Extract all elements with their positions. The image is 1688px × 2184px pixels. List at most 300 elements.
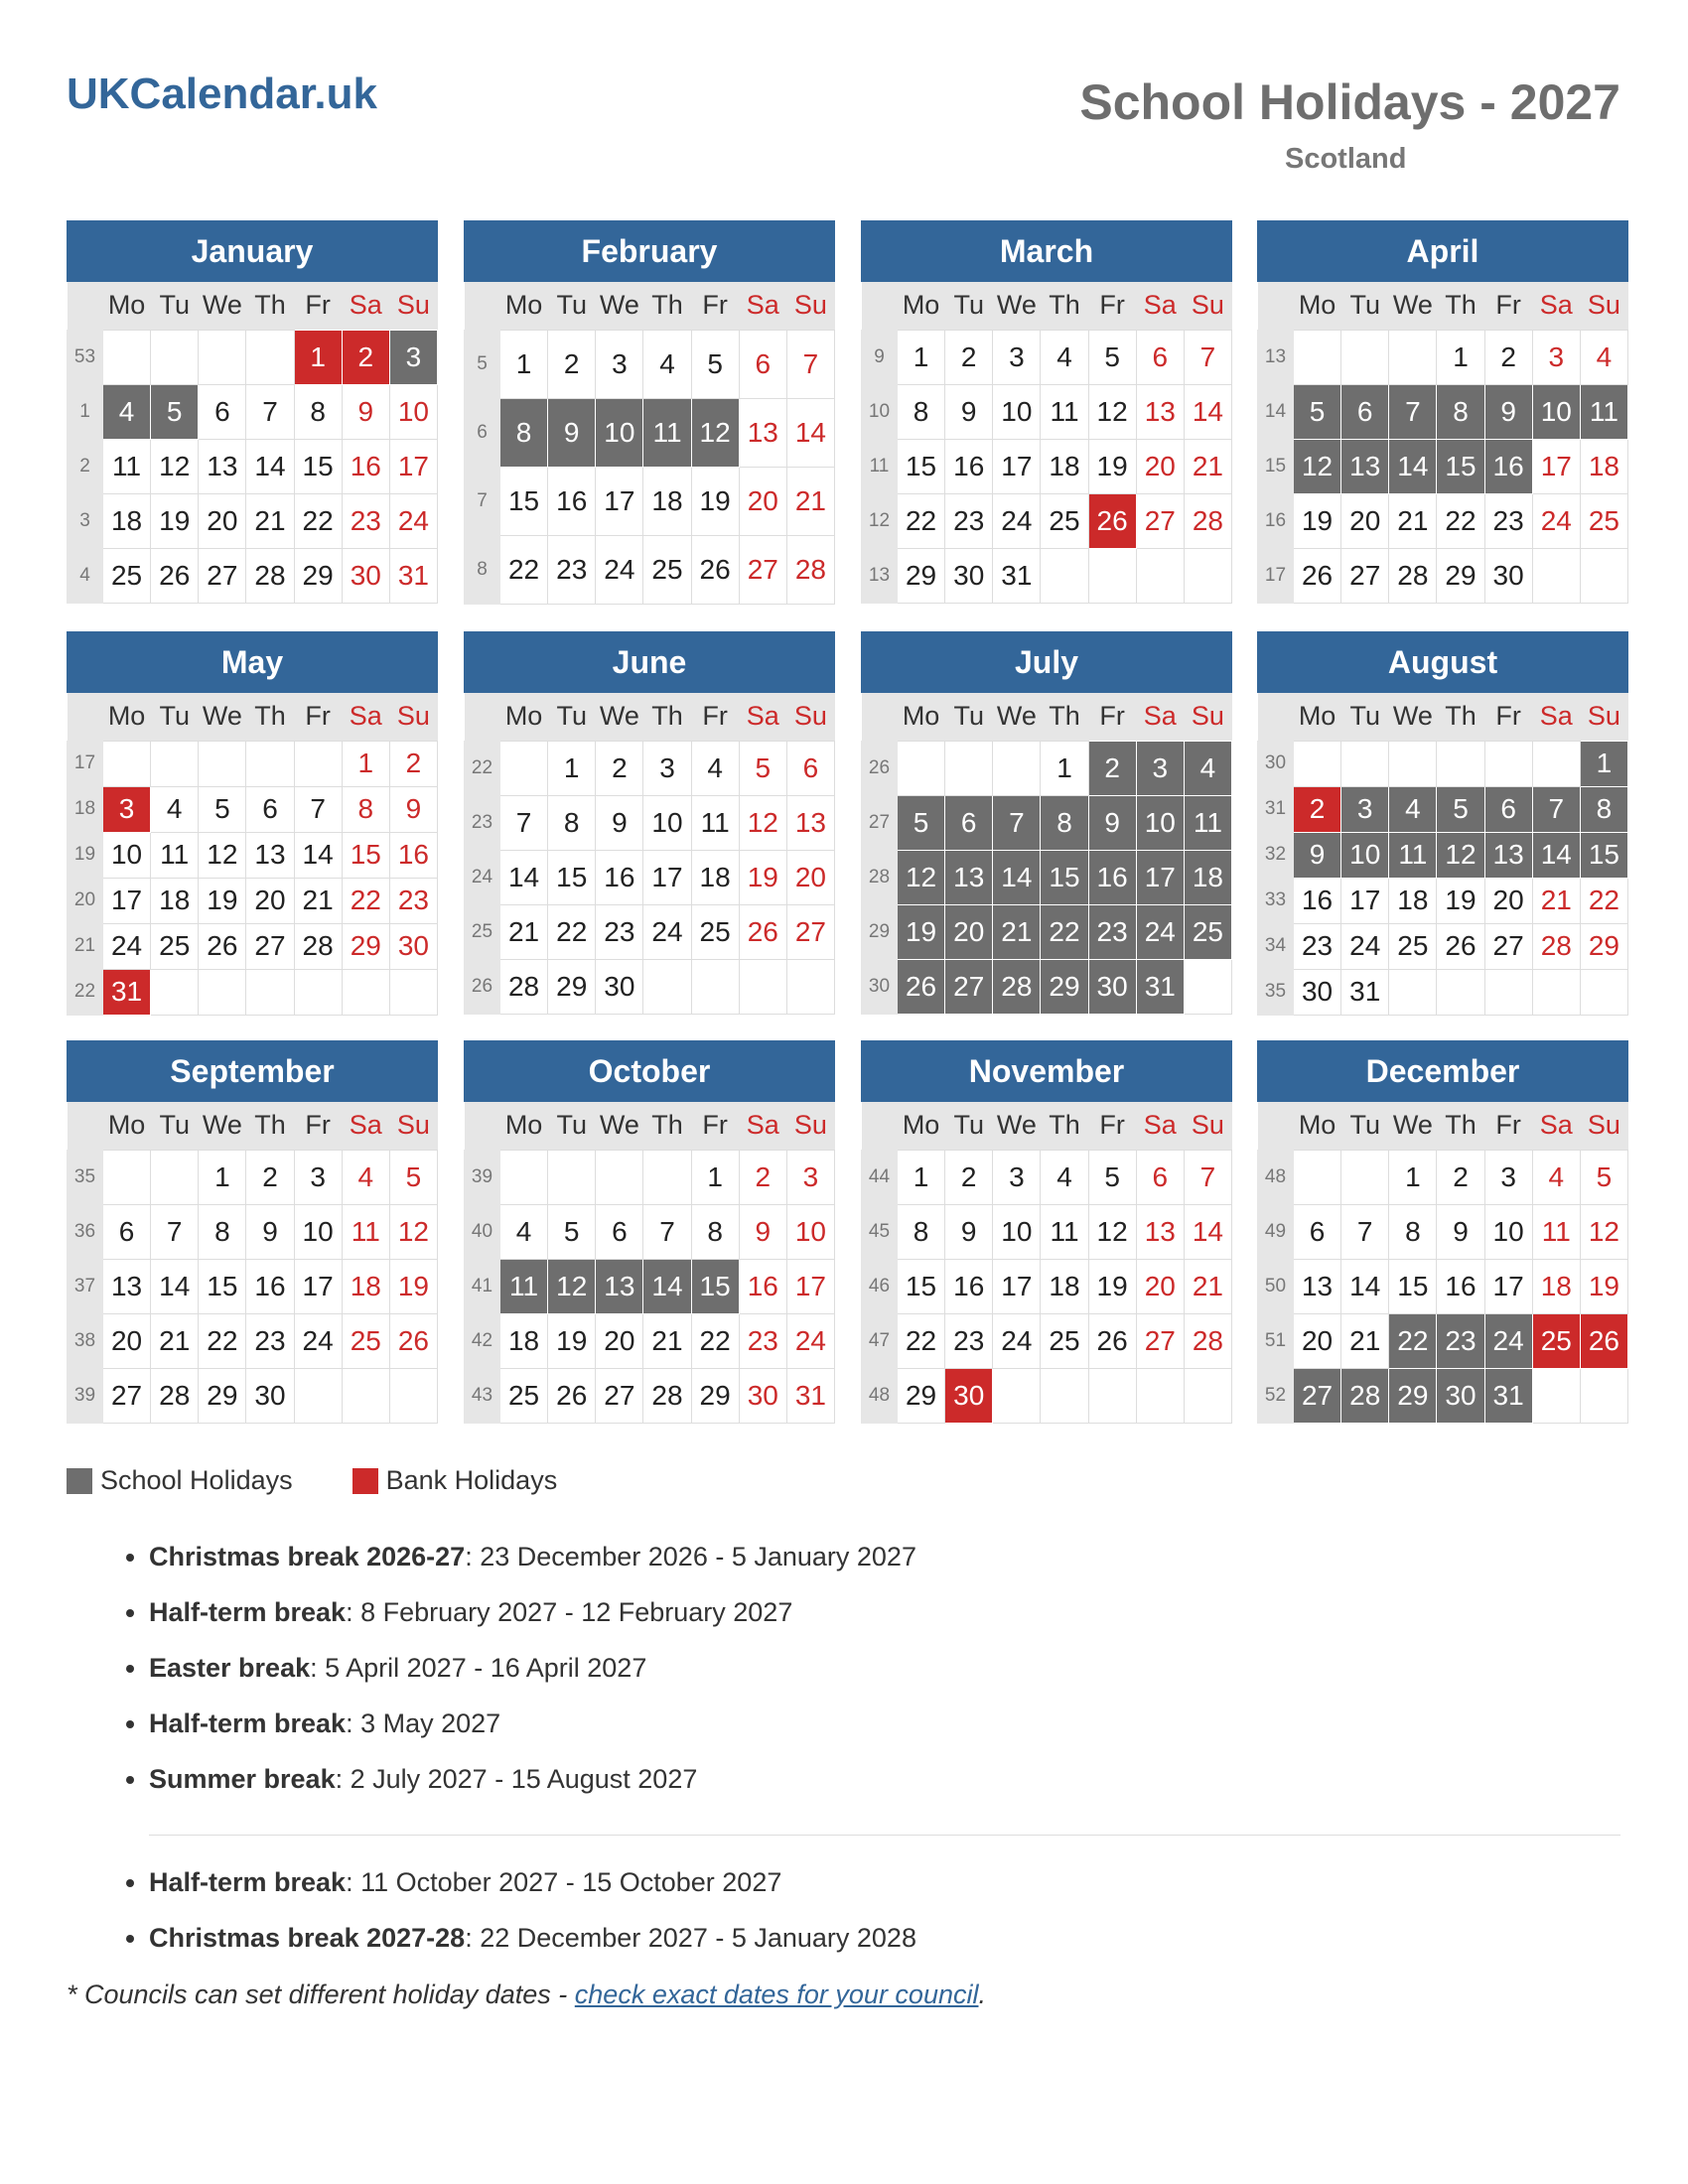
day-cell: 3 xyxy=(294,1150,342,1204)
day-cell: 15 xyxy=(342,832,389,878)
weekday-header: Tu xyxy=(151,1102,199,1150)
weekday-header: Fr xyxy=(691,282,739,330)
page-subtitle: Scotland xyxy=(1285,143,1407,175)
empty-day-cell xyxy=(786,959,834,1014)
day-cell: 21 xyxy=(993,904,1041,959)
day-cell: 2 xyxy=(739,1150,786,1204)
weekday-header: Th xyxy=(643,282,691,330)
weekday-header: We xyxy=(1389,693,1437,741)
day-cell: 1 xyxy=(1041,741,1088,795)
day-cell: 8 xyxy=(1437,384,1484,439)
month-august xyxy=(1257,631,1628,1016)
week-number: 30 xyxy=(862,959,898,1014)
day-cell: 1 xyxy=(1580,741,1627,786)
day-cell: 16 xyxy=(246,1259,294,1313)
day-cell: 11 xyxy=(500,1259,548,1313)
weekday-header: Fr xyxy=(1484,1102,1532,1150)
break-name: Easter break xyxy=(149,1653,311,1683)
day-cell: 2 xyxy=(596,741,643,795)
empty-day-cell xyxy=(294,1368,342,1423)
day-cell: 12 xyxy=(389,1204,437,1259)
day-cell: 15 xyxy=(1041,850,1088,904)
day-cell: 4 xyxy=(151,786,199,832)
day-cell: 10 xyxy=(993,384,1041,439)
empty-day-cell xyxy=(1484,741,1532,786)
day-cell: 26 xyxy=(1437,923,1484,969)
day-cell: 4 xyxy=(1041,330,1088,384)
day-cell: 8 xyxy=(199,1204,246,1259)
school-holiday-swatch xyxy=(67,1468,92,1494)
weekday-header: Tu xyxy=(548,693,596,741)
break-dates: : 11 October 2027 - 15 October 2027 xyxy=(346,1867,782,1897)
week-row xyxy=(1258,548,1628,603)
day-cell: 19 xyxy=(1088,439,1136,493)
day-cell: 10 xyxy=(786,1204,834,1259)
empty-day-cell xyxy=(500,1150,548,1204)
week-row xyxy=(68,439,438,493)
week-number: 9 xyxy=(862,330,898,384)
week-number-header xyxy=(1258,282,1294,330)
day-cell: 28 xyxy=(151,1368,199,1423)
day-cell: 11 xyxy=(1580,384,1627,439)
day-cell: 19 xyxy=(691,467,739,535)
empty-day-cell xyxy=(993,1368,1041,1423)
day-cell: 20 xyxy=(945,904,993,959)
month-grid xyxy=(464,1102,835,1424)
weekday-header: Mo xyxy=(103,1102,151,1150)
weekday-header: Mo xyxy=(1294,693,1341,741)
week-row xyxy=(1258,786,1628,832)
weekday-header: Su xyxy=(1580,693,1627,741)
day-cell: 7 xyxy=(1532,786,1580,832)
day-cell: 18 xyxy=(1041,439,1088,493)
day-cell: 20 xyxy=(1136,439,1184,493)
empty-day-cell xyxy=(1341,330,1389,384)
week-number: 49 xyxy=(1258,1204,1294,1259)
day-cell: 6 xyxy=(1294,1204,1341,1259)
day-cell: 13 xyxy=(596,1259,643,1313)
month-title: July xyxy=(861,631,1232,693)
day-cell: 27 xyxy=(246,923,294,969)
day-cell: 3 xyxy=(389,330,437,384)
day-cell: 6 xyxy=(739,330,786,398)
day-cell: 9 xyxy=(739,1204,786,1259)
week-row xyxy=(862,1259,1232,1313)
week-row xyxy=(1258,878,1628,923)
day-cell: 3 xyxy=(643,741,691,795)
week-number: 4 xyxy=(68,548,103,603)
weekday-header: Mo xyxy=(103,282,151,330)
day-cell: 27 xyxy=(1136,1313,1184,1368)
week-row xyxy=(68,548,438,603)
day-cell: 15 xyxy=(294,439,342,493)
day-cell: 5 xyxy=(1294,384,1341,439)
day-cell: 25 xyxy=(1184,904,1231,959)
week-number: 48 xyxy=(862,1368,898,1423)
day-cell: 6 xyxy=(1484,786,1532,832)
day-cell: 20 xyxy=(786,850,834,904)
week-row xyxy=(465,959,835,1014)
break-item xyxy=(149,1696,916,1751)
day-cell: 25 xyxy=(151,923,199,969)
week-number: 17 xyxy=(68,741,103,786)
day-cell: 13 xyxy=(1341,439,1389,493)
day-cell: 4 xyxy=(342,1150,389,1204)
day-cell: 4 xyxy=(1580,330,1627,384)
day-cell: 18 xyxy=(151,878,199,923)
day-cell: 22 xyxy=(898,1313,945,1368)
day-cell: 11 xyxy=(151,832,199,878)
week-number: 6 xyxy=(465,398,500,467)
empty-day-cell xyxy=(945,741,993,795)
empty-day-cell xyxy=(199,969,246,1015)
day-cell: 26 xyxy=(151,548,199,603)
legend xyxy=(67,1465,617,1496)
day-cell: 11 xyxy=(1389,832,1437,878)
week-number: 25 xyxy=(465,904,500,959)
day-cell: 22 xyxy=(1389,1313,1437,1368)
weekday-header: We xyxy=(199,282,246,330)
week-number: 30 xyxy=(1258,741,1294,786)
day-cell: 20 xyxy=(1136,1259,1184,1313)
day-cell: 18 xyxy=(1580,439,1627,493)
weekday-header: Fr xyxy=(1484,693,1532,741)
day-cell: 10 xyxy=(1484,1204,1532,1259)
week-row xyxy=(68,493,438,548)
day-cell: 2 xyxy=(1088,741,1136,795)
day-cell: 19 xyxy=(739,850,786,904)
empty-day-cell xyxy=(739,959,786,1014)
day-cell: 6 xyxy=(945,795,993,850)
empty-day-cell xyxy=(1532,741,1580,786)
day-cell: 16 xyxy=(389,832,437,878)
day-cell: 9 xyxy=(1484,384,1532,439)
day-cell: 8 xyxy=(898,1204,945,1259)
week-row xyxy=(1258,832,1628,878)
day-cell: 11 xyxy=(643,398,691,467)
day-cell: 8 xyxy=(294,384,342,439)
day-cell: 1 xyxy=(342,741,389,786)
day-cell: 27 xyxy=(945,959,993,1014)
day-cell: 7 xyxy=(151,1204,199,1259)
month-title: January xyxy=(67,220,438,282)
week-number: 2 xyxy=(68,439,103,493)
day-cell: 21 xyxy=(500,904,548,959)
weekday-header: Fr xyxy=(1088,282,1136,330)
day-cell: 26 xyxy=(199,923,246,969)
week-number: 20 xyxy=(68,878,103,923)
empty-day-cell xyxy=(199,330,246,384)
day-cell: 1 xyxy=(1437,330,1484,384)
site-logo[interactable]: UKCalendar.uk xyxy=(67,69,377,118)
day-cell: 1 xyxy=(898,330,945,384)
day-cell: 29 xyxy=(898,1368,945,1423)
empty-day-cell xyxy=(1437,741,1484,786)
week-row xyxy=(862,850,1232,904)
day-cell: 27 xyxy=(1136,493,1184,548)
day-cell: 25 xyxy=(691,904,739,959)
day-cell: 24 xyxy=(643,904,691,959)
month-grid xyxy=(861,693,1232,1015)
weekday-header: Tu xyxy=(548,282,596,330)
break-name: Half-term break xyxy=(149,1597,347,1627)
week-row xyxy=(1258,1150,1628,1204)
weekday-header: We xyxy=(1389,282,1437,330)
day-cell: 5 xyxy=(389,1150,437,1204)
day-cell: 5 xyxy=(1580,1150,1627,1204)
week-row xyxy=(862,1313,1232,1368)
empty-day-cell xyxy=(1484,969,1532,1015)
day-cell: 14 xyxy=(1532,832,1580,878)
empty-day-cell xyxy=(246,969,294,1015)
week-number: 7 xyxy=(465,467,500,535)
week-number: 3 xyxy=(68,493,103,548)
day-cell: 7 xyxy=(1184,1150,1231,1204)
week-number-header xyxy=(1258,693,1294,741)
day-cell: 8 xyxy=(1389,1204,1437,1259)
week-number: 36 xyxy=(68,1204,103,1259)
day-cell: 29 xyxy=(548,959,596,1014)
weekday-header: Mo xyxy=(500,693,548,741)
weekday-header: Su xyxy=(786,693,834,741)
day-cell: 16 xyxy=(596,850,643,904)
day-cell: 14 xyxy=(151,1259,199,1313)
empty-day-cell xyxy=(643,1150,691,1204)
week-number: 39 xyxy=(68,1368,103,1423)
empty-day-cell xyxy=(500,741,548,795)
day-cell: 8 xyxy=(898,384,945,439)
weekday-header: Th xyxy=(246,693,294,741)
empty-day-cell xyxy=(1294,330,1341,384)
week-number: 23 xyxy=(465,795,500,850)
day-cell: 21 xyxy=(1389,493,1437,548)
council-dates-link[interactable]: check exact dates for your council xyxy=(574,1979,979,2009)
day-cell: 23 xyxy=(945,1313,993,1368)
day-cell: 19 xyxy=(389,1259,437,1313)
day-cell: 1 xyxy=(1389,1150,1437,1204)
empty-day-cell xyxy=(1580,1368,1627,1423)
weekday-header: Tu xyxy=(945,282,993,330)
day-cell: 24 xyxy=(596,535,643,604)
day-cell: 31 xyxy=(389,548,437,603)
day-cell: 30 xyxy=(342,548,389,603)
week-row xyxy=(862,1368,1232,1423)
day-cell: 6 xyxy=(596,1204,643,1259)
day-cell: 23 xyxy=(739,1313,786,1368)
day-cell: 24 xyxy=(1341,923,1389,969)
week-row xyxy=(1258,493,1628,548)
empty-day-cell xyxy=(1294,1150,1341,1204)
week-row xyxy=(1258,1368,1628,1423)
break-item xyxy=(149,1751,916,1807)
day-cell: 3 xyxy=(993,330,1041,384)
week-number: 31 xyxy=(1258,786,1294,832)
week-number-header xyxy=(68,282,103,330)
day-cell: 27 xyxy=(1294,1368,1341,1423)
week-row xyxy=(1258,330,1628,384)
note-prefix: * Councils can set different holiday dates - xyxy=(67,1979,575,2009)
weekday-header: Sa xyxy=(342,282,389,330)
day-cell: 24 xyxy=(1532,493,1580,548)
day-cell: 19 xyxy=(1294,493,1341,548)
day-cell: 5 xyxy=(1088,330,1136,384)
day-cell: 21 xyxy=(151,1313,199,1368)
week-row xyxy=(862,1204,1232,1259)
day-cell: 1 xyxy=(898,1150,945,1204)
week-number: 28 xyxy=(862,850,898,904)
week-number: 38 xyxy=(68,1313,103,1368)
weekday-header: Tu xyxy=(151,282,199,330)
day-cell: 28 xyxy=(993,959,1041,1014)
day-cell: 28 xyxy=(786,535,834,604)
legend-bank-label: Bank Holidays xyxy=(385,1465,558,1495)
month-may xyxy=(67,631,438,1016)
week-row xyxy=(68,923,438,969)
day-cell: 25 xyxy=(643,535,691,604)
week-row xyxy=(1258,969,1628,1015)
week-number-header xyxy=(862,693,898,741)
day-cell: 29 xyxy=(1437,548,1484,603)
week-row xyxy=(68,1259,438,1313)
empty-day-cell xyxy=(1136,548,1184,603)
week-number: 44 xyxy=(862,1150,898,1204)
week-row xyxy=(465,1150,835,1204)
day-cell: 6 xyxy=(1136,330,1184,384)
day-cell: 30 xyxy=(945,1368,993,1423)
week-row xyxy=(1258,1204,1628,1259)
month-grid xyxy=(67,1102,438,1424)
day-cell: 16 xyxy=(1484,439,1532,493)
day-cell: 20 xyxy=(1484,878,1532,923)
week-number: 11 xyxy=(862,439,898,493)
day-cell: 12 xyxy=(691,398,739,467)
day-cell: 10 xyxy=(993,1204,1041,1259)
day-cell: 17 xyxy=(1136,850,1184,904)
week-number: 35 xyxy=(68,1150,103,1204)
day-cell: 17 xyxy=(993,1259,1041,1313)
day-cell: 12 xyxy=(1437,832,1484,878)
day-cell: 17 xyxy=(786,1259,834,1313)
weekday-header: We xyxy=(993,1102,1041,1150)
weekday-header: Tu xyxy=(548,1102,596,1150)
empty-day-cell xyxy=(342,969,389,1015)
day-cell: 31 xyxy=(103,969,151,1015)
day-cell: 29 xyxy=(342,923,389,969)
day-cell: 13 xyxy=(199,439,246,493)
week-number: 26 xyxy=(465,959,500,1014)
weekday-header: Fr xyxy=(294,1102,342,1150)
day-cell: 5 xyxy=(151,384,199,439)
day-cell: 7 xyxy=(1341,1204,1389,1259)
day-cell: 2 xyxy=(1294,786,1341,832)
day-cell: 30 xyxy=(1484,548,1532,603)
weekday-header: Sa xyxy=(739,693,786,741)
day-cell: 2 xyxy=(246,1150,294,1204)
day-cell: 28 xyxy=(294,923,342,969)
day-cell: 29 xyxy=(199,1368,246,1423)
day-cell: 23 xyxy=(945,493,993,548)
day-cell: 9 xyxy=(596,795,643,850)
day-cell: 4 xyxy=(1041,1150,1088,1204)
empty-day-cell xyxy=(1294,741,1341,786)
day-cell: 21 xyxy=(246,493,294,548)
day-cell: 4 xyxy=(1389,786,1437,832)
month-grid xyxy=(861,282,1232,604)
day-cell: 5 xyxy=(1437,786,1484,832)
day-cell: 19 xyxy=(151,493,199,548)
day-cell: 20 xyxy=(199,493,246,548)
empty-day-cell xyxy=(1184,959,1231,1014)
day-cell: 9 xyxy=(389,786,437,832)
day-cell: 12 xyxy=(739,795,786,850)
empty-day-cell xyxy=(1088,548,1136,603)
week-row xyxy=(862,904,1232,959)
day-cell: 12 xyxy=(151,439,199,493)
weekday-header: Sa xyxy=(739,282,786,330)
day-cell: 2 xyxy=(1437,1150,1484,1204)
empty-day-cell xyxy=(691,959,739,1014)
day-cell: 13 xyxy=(103,1259,151,1313)
day-cell: 14 xyxy=(643,1259,691,1313)
divider xyxy=(149,1835,1620,1836)
weekday-header: Tu xyxy=(1341,693,1389,741)
week-number-header xyxy=(862,1102,898,1150)
empty-day-cell xyxy=(1580,969,1627,1015)
day-cell: 26 xyxy=(1294,548,1341,603)
day-cell: 21 xyxy=(1184,439,1231,493)
month-title: February xyxy=(464,220,835,282)
day-cell: 12 xyxy=(1088,384,1136,439)
day-cell: 8 xyxy=(1041,795,1088,850)
day-cell: 18 xyxy=(1532,1259,1580,1313)
empty-day-cell xyxy=(1136,1368,1184,1423)
week-row xyxy=(68,1313,438,1368)
month-june xyxy=(464,631,835,1015)
week-number: 35 xyxy=(1258,969,1294,1015)
day-cell: 23 xyxy=(342,493,389,548)
week-row xyxy=(68,741,438,786)
day-cell: 10 xyxy=(596,398,643,467)
week-number: 40 xyxy=(465,1204,500,1259)
week-number: 45 xyxy=(862,1204,898,1259)
day-cell: 5 xyxy=(691,330,739,398)
weekday-header: Fr xyxy=(1088,1102,1136,1150)
week-row xyxy=(465,1368,835,1423)
day-cell: 12 xyxy=(1088,1204,1136,1259)
empty-day-cell xyxy=(1437,969,1484,1015)
empty-day-cell xyxy=(1184,1368,1231,1423)
day-cell: 28 xyxy=(246,548,294,603)
day-cell: 17 xyxy=(1484,1259,1532,1313)
day-cell: 7 xyxy=(500,795,548,850)
day-cell: 8 xyxy=(500,398,548,467)
weekday-header: We xyxy=(596,1102,643,1150)
day-cell: 18 xyxy=(691,850,739,904)
day-cell: 22 xyxy=(294,493,342,548)
month-grid xyxy=(67,693,438,1016)
weekday-header: Th xyxy=(1041,282,1088,330)
week-number: 27 xyxy=(862,795,898,850)
day-cell: 10 xyxy=(643,795,691,850)
week-row xyxy=(465,330,835,398)
week-number: 14 xyxy=(1258,384,1294,439)
day-cell: 11 xyxy=(691,795,739,850)
week-row xyxy=(862,741,1232,795)
weekday-header: Mo xyxy=(1294,1102,1341,1150)
break-name: Half-term break xyxy=(149,1867,347,1897)
week-row xyxy=(465,398,835,467)
day-cell: 23 xyxy=(596,904,643,959)
